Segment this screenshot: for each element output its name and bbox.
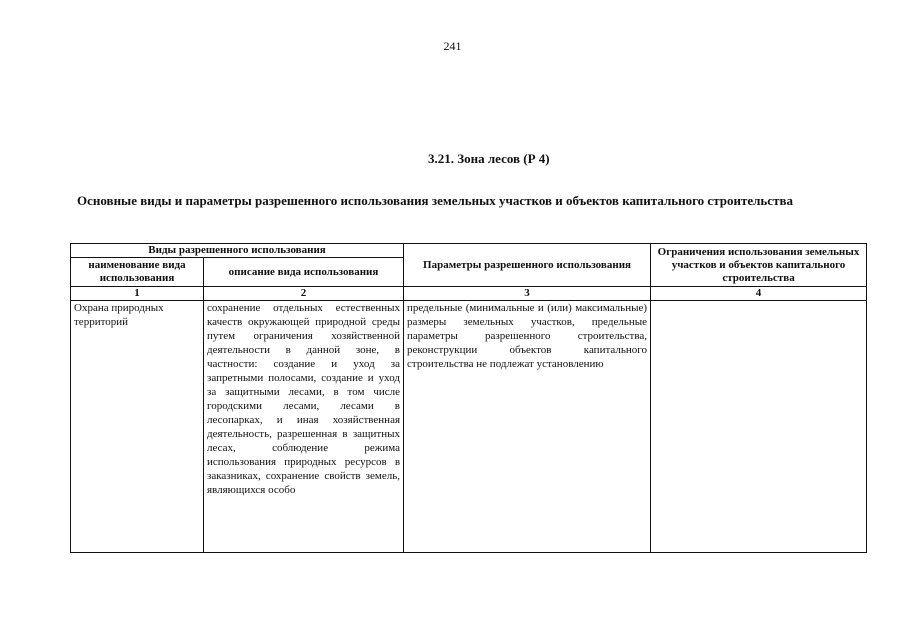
column-number-row <box>71 287 867 301</box>
table-header-row-1 <box>71 244 867 258</box>
page-number: 241 <box>443 39 462 53</box>
header-group-usage-types: Виды разрешенного использования <box>71 244 404 258</box>
regulations-table <box>70 243 867 553</box>
usage-description-cell: сохранение отдельных естественных качеств окружающей природной среды путем ограничения хозяйственной деятельности в данной зоне, в частности: создание и уход за запретными полосами, создание и уход за защитными лесами, в том числе городскими лесами, лесами в лесопарках, и иная хозяйственная деятельность, разрешенная в защитных лесах, соблюдение режима использования природных ресурсов в заказниках, сохранение свойств земель, являющихся особо <box>204 301 404 553</box>
column-number-1: 1 <box>71 287 204 301</box>
table-row <box>71 301 867 553</box>
document-heading: Основные виды и параметры разрешенного использования земельных участков и объектов капитального строительства <box>77 193 793 208</box>
restrictions-cell <box>651 301 867 553</box>
header-usage-name: наименование вида использования <box>71 258 204 287</box>
header-parameters: Параметры разрешенного использования <box>404 244 651 287</box>
column-number-4: 4 <box>651 287 867 301</box>
section-title: 3.21. Зона лесов (Р 4) <box>428 151 550 166</box>
usage-name-cell: Охрана природных территорий <box>71 301 204 553</box>
header-restrictions: Ограничения использования земельных участков и объектов капитального строительства <box>651 244 867 287</box>
parameters-cell: предельные (минимальные и (или) максимальные) размеры земельных участков, предельные параметры разрешенного строительства, реконструкции объектов капитального строительства не подлежат установлению <box>404 301 651 553</box>
column-number-2: 2 <box>204 287 404 301</box>
column-number-3: 3 <box>404 287 651 301</box>
header-usage-description: описание вида использования <box>204 258 404 287</box>
